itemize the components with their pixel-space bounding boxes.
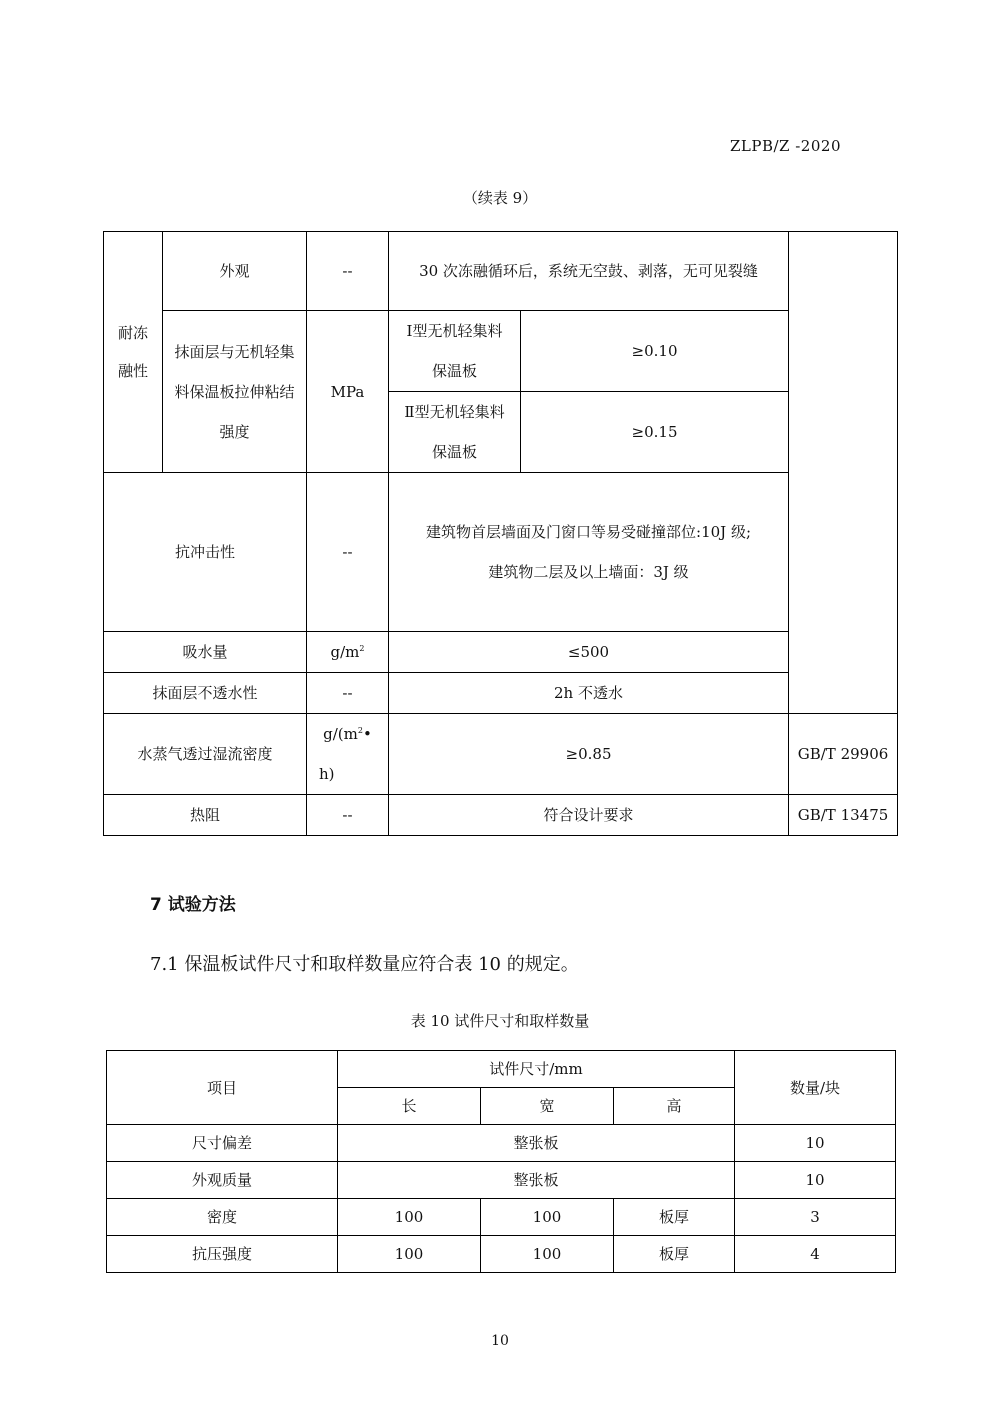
table-10 bbox=[106, 1050, 896, 1273]
header-length: 长 bbox=[338, 1088, 481, 1125]
vapor-unit-line2: h) bbox=[319, 765, 335, 783]
cell-unit: MPa bbox=[307, 311, 389, 473]
freeze-group-label: 耐冻融性 bbox=[118, 324, 149, 380]
cell-item: 抹面层与无机轻集料保温板拉伸粘结强度 bbox=[163, 311, 307, 473]
table9-caption: （续表 9） bbox=[462, 189, 538, 207]
standard-code: ZLPB/Z -2020 bbox=[730, 137, 841, 155]
cell-unit bbox=[307, 714, 389, 795]
cell-item: 抹面层不透水性 bbox=[104, 673, 307, 714]
unit-dot: • bbox=[362, 725, 372, 743]
cell-length: 100 bbox=[338, 1236, 481, 1273]
cell-item: 热阻 bbox=[104, 795, 307, 836]
unit-exponent: 2 bbox=[357, 726, 363, 735]
section-paragraph: 7.1 保温板试件尺寸和取样数量应符合表 10 的规定。 bbox=[150, 954, 579, 975]
cell-unit: -- bbox=[307, 232, 389, 311]
cell-value: ≥0.15 bbox=[521, 392, 789, 473]
cell-item: 外观质量 bbox=[107, 1162, 338, 1199]
cell-unit bbox=[307, 632, 389, 673]
table-row bbox=[104, 795, 898, 836]
unit-base: g/m bbox=[330, 643, 360, 661]
table-row bbox=[107, 1199, 896, 1236]
table-row bbox=[107, 1236, 896, 1273]
cell-method-blank bbox=[789, 232, 898, 714]
cell-size: 整张板 bbox=[338, 1125, 735, 1162]
cell-unit: -- bbox=[307, 795, 389, 836]
cell-qty: 4 bbox=[735, 1236, 896, 1273]
freeze-group-cell bbox=[104, 232, 163, 473]
header-size: 试件尺寸/mm bbox=[338, 1051, 735, 1088]
table-row bbox=[104, 673, 898, 714]
vapor-unit-line1 bbox=[311, 714, 384, 754]
cell-subtype: Ⅱ型无机轻集料保温板 bbox=[389, 392, 521, 473]
header-qty: 数量/块 bbox=[735, 1051, 896, 1125]
impact-req-line1: 建筑物首层墙面及门窗口等易受碰撞部位:10J 级; bbox=[426, 523, 751, 541]
cell-length: 100 bbox=[338, 1199, 481, 1236]
table10-caption: 表 10 试件尺寸和取样数量 bbox=[410, 1012, 590, 1030]
cell-requirement: 30 次冻融循环后，系统无空鼓、剥落，无可见裂缝 bbox=[389, 232, 789, 311]
cell-item: 外观 bbox=[163, 232, 307, 311]
cell-requirement: 2h 不透水 bbox=[389, 673, 789, 714]
unit-exponent: 2 bbox=[359, 644, 365, 653]
table-row bbox=[107, 1125, 896, 1162]
header-height: 高 bbox=[614, 1088, 735, 1125]
table-row bbox=[104, 232, 898, 311]
impact-req-line2: 建筑物二层及以上墙面：3J 级 bbox=[488, 563, 689, 581]
table-row bbox=[107, 1162, 896, 1199]
cell-requirement: ≤500 bbox=[389, 632, 789, 673]
cell-item: 密度 bbox=[107, 1199, 338, 1236]
cell-qty: 10 bbox=[735, 1162, 896, 1199]
cell-item: 抗冲击性 bbox=[104, 473, 307, 632]
table-row bbox=[104, 632, 898, 673]
cell-value: ≥0.10 bbox=[521, 311, 789, 392]
cell-item: 尺寸偏差 bbox=[107, 1125, 338, 1162]
cell-item: 抗压强度 bbox=[107, 1236, 338, 1273]
cell-item: 水蒸气透过湿流密度 bbox=[104, 714, 307, 795]
header-item: 项目 bbox=[107, 1051, 338, 1125]
cell-subtype: Ⅰ型无机轻集料保温板 bbox=[389, 311, 521, 392]
table-row bbox=[104, 714, 898, 795]
table-9-continued bbox=[103, 231, 898, 836]
table-row bbox=[104, 311, 898, 392]
table-header-row bbox=[107, 1051, 896, 1088]
cell-unit: -- bbox=[307, 673, 389, 714]
cell-height: 板厚 bbox=[614, 1236, 735, 1273]
cell-width: 100 bbox=[481, 1199, 614, 1236]
cell-method: GB/T 13475 bbox=[789, 795, 898, 836]
cell-requirement bbox=[389, 473, 789, 632]
cell-qty: 3 bbox=[735, 1199, 896, 1236]
page-number: 10 bbox=[491, 1333, 509, 1349]
header-width: 宽 bbox=[481, 1088, 614, 1125]
cell-unit: -- bbox=[307, 473, 389, 632]
cell-method: GB/T 29906 bbox=[789, 714, 898, 795]
cell-height: 板厚 bbox=[614, 1199, 735, 1236]
section-heading: 7 试验方法 bbox=[150, 895, 236, 915]
cell-size: 整张板 bbox=[338, 1162, 735, 1199]
unit-part-a: g/(m bbox=[323, 725, 358, 743]
cell-requirement: 符合设计要求 bbox=[389, 795, 789, 836]
cell-requirement: ≥0.85 bbox=[389, 714, 789, 795]
cell-width: 100 bbox=[481, 1236, 614, 1273]
table-row bbox=[104, 473, 898, 632]
cell-item: 吸水量 bbox=[104, 632, 307, 673]
cell-qty: 10 bbox=[735, 1125, 896, 1162]
